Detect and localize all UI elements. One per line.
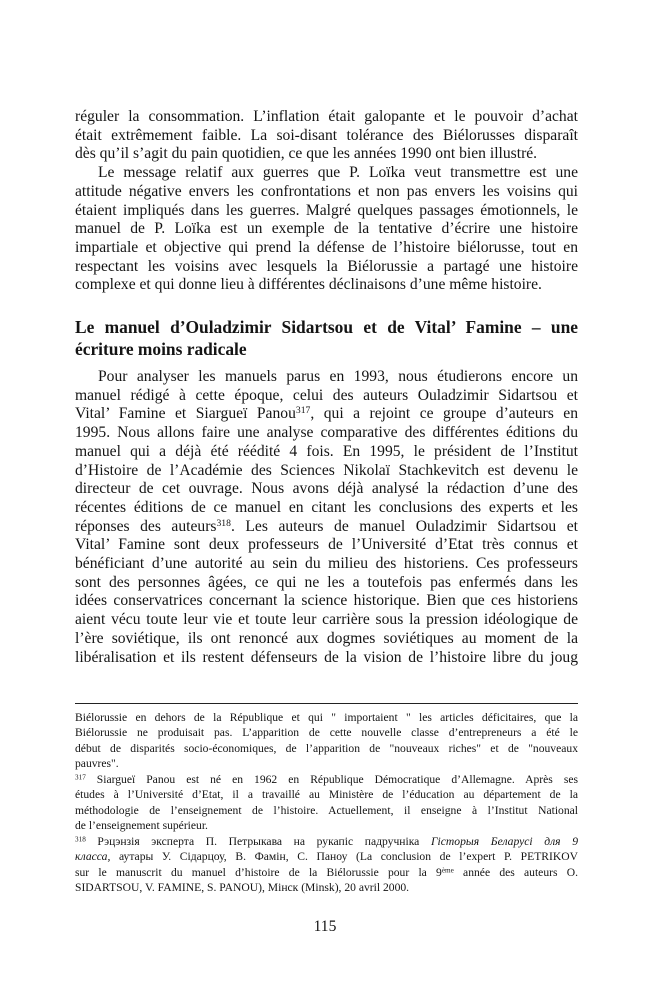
body-text-top (75, 108, 578, 295)
text-line: de l’enseignement supérieur. (75, 819, 208, 833)
text-line: Biélorussie en dehors de la République et qui " importaient " les articles déficitaires, que la (75, 711, 578, 724)
footnote-reference: 318 (216, 517, 231, 529)
text-line: attitude négative envers les confrontations et non pas envers les voisins qui (75, 182, 578, 200)
heading-text (75, 316, 578, 360)
text-line: réponses des auteurs$^{318}$. Les auteurs de manuel Ouladzimir Sidartsou et (75, 517, 578, 535)
text-line: études à l’Université d’Etat, il a travaillé au Ministère de l’éducation au département de la (75, 788, 578, 802)
text-line: complexe et qui donne lieu à différentes déclinaisons d’une même histoire. (75, 276, 542, 294)
text-line: Biélorussie ne produisait pas. L’apparition de cette nouvelle classe d’entrepreneurs a été le (75, 726, 578, 740)
text-line: récentes éditions de ce manuel en citant les conclusions des experts et les (75, 498, 578, 516)
footnote-separator (75, 703, 578, 704)
text-line: étaient impliqués dans les guerres. Malgré quelques passages émotionnels, le (75, 201, 578, 219)
paragraph (75, 108, 578, 164)
footnotes (75, 710, 578, 895)
text-line: Vital’ Famine et Siargueï Panou$^{317}$, qui a rejoint ce groupe d’auteurs en (75, 405, 578, 423)
text-line: Pour analyser les manuels parus en 1993, nous étudierons encore un (98, 368, 578, 385)
text-line: $^{317}$ Siargueï Panou est né en 1962 en République Démocratique d’Allemagne. Après ses (75, 772, 578, 786)
footnote-reference: ème (441, 865, 454, 874)
footnote-reference: 317 (295, 405, 311, 417)
text-line: aient vécu toute leur vie et toute leur carrière sous la pression idéologique de (75, 611, 578, 629)
footnote (75, 772, 578, 834)
text-line: début de disparités socio-économiques, de l’apparition de "nouveaux riches" et de "nouveaux (75, 741, 578, 755)
text-line: impartiale et objective qui prend la défense de l’histoire biélorusse, tout en (75, 238, 578, 256)
text-line: l’ère soviétique, ils ont renoncé aux dogmes soviétiques au moment de la (75, 629, 578, 647)
italic-title: Гісторыя Беларусі для 9 (430, 834, 578, 848)
text-line: manuel rédigé à cette époque, celui des auteurs Ouladzimir Sidartsou et (75, 386, 578, 404)
text-line: $^{318}$ Рэцэнзія эксперта П. Петрыкава на рукапіс падручніка Гісторыя Беларусі для 9 (75, 834, 578, 848)
text-line: Le manuel d’Ouladzimir Sidartsou et de Vital’ Famine – une (75, 317, 578, 337)
text-line: directeur de cet ouvrage. Nous avons déjà analysé la rédaction d’une des (75, 480, 578, 498)
footnote-reference: 318 (75, 835, 86, 844)
text-line: Vital’ Famine sont deux professeurs de l’Université d’Etat très connus et (75, 536, 578, 554)
footnote (75, 834, 578, 896)
page-number: 115 (313, 918, 337, 935)
paragraph (75, 368, 578, 667)
text-line: réguler la consommation. L’inflation était galopante et le pouvoir d’achat (75, 108, 578, 125)
text-line: bénéficiant d’une autorité au sein du milieu des historiens. Ces professeurs (75, 555, 578, 573)
text-line: SIDARTSOU, V. FAMINE, S. PANOU), Мінск (Minsk), 20 avril 2000. (75, 880, 410, 894)
italic-title: класса, (75, 850, 111, 864)
footnote-reference: 317 (75, 773, 86, 782)
text-line: manuel qui a déjà été réédité 4 fois. En 1995, le président de l’Institut (75, 442, 578, 460)
text-line: d’Histoire de l’Académie des Sciences Nikolaï Stachkevitch est devenu le (75, 461, 578, 479)
text-line: pauvres". (75, 757, 119, 771)
text-line: Le message relatif aux guerres que P. Loïka veut transmettre est une (98, 164, 578, 182)
text-line: était extrêmement faible. La soi-disant tolérance des Biélorusses disparaît (75, 126, 578, 144)
text-line: dès qu’il s’agit du pain quotidien, ce que les années 1990 ont bien illustré. (75, 145, 538, 163)
text-line: sont des personnes âgées, ce qui ne les a toutefois pas enfermés dans les (75, 573, 578, 591)
text-line: класса, аутары У. Сідарцоу, В. Фамін, С. Паноу (La conclusion de l’expert P. PETRIKOV (75, 850, 578, 864)
text-line: sur le manuscrit du manuel d’histoire de la Biélorussie pour la 9ème année des auteurs O. (75, 865, 578, 879)
text-line: 1995. Nous allons faire une analyse comparative des différentes éditions du (75, 424, 578, 442)
text-line: libéralisation et ils restent défenseurs de la vision de l’histoire libre du joug (75, 648, 578, 666)
text-line: méthodologie de l’enseignement de l’histoire. Actuellement, il enseigne à l’Institut National (75, 803, 578, 817)
text-line: manuel de P. Loïka est un exemple de la tentative d’écrire une histoire (75, 220, 578, 238)
text-line: écriture moins radicale (75, 339, 247, 359)
footnote (75, 710, 578, 772)
text-line: idées conservatrices concernant la science historique. Bien que ces historiens (75, 592, 578, 610)
paragraph (75, 164, 578, 295)
body-text-main (75, 368, 578, 667)
text-line: respectant les voisins avec lesquels la Biélorussie a partagé une histoire (75, 257, 578, 275)
section-heading (75, 316, 578, 360)
